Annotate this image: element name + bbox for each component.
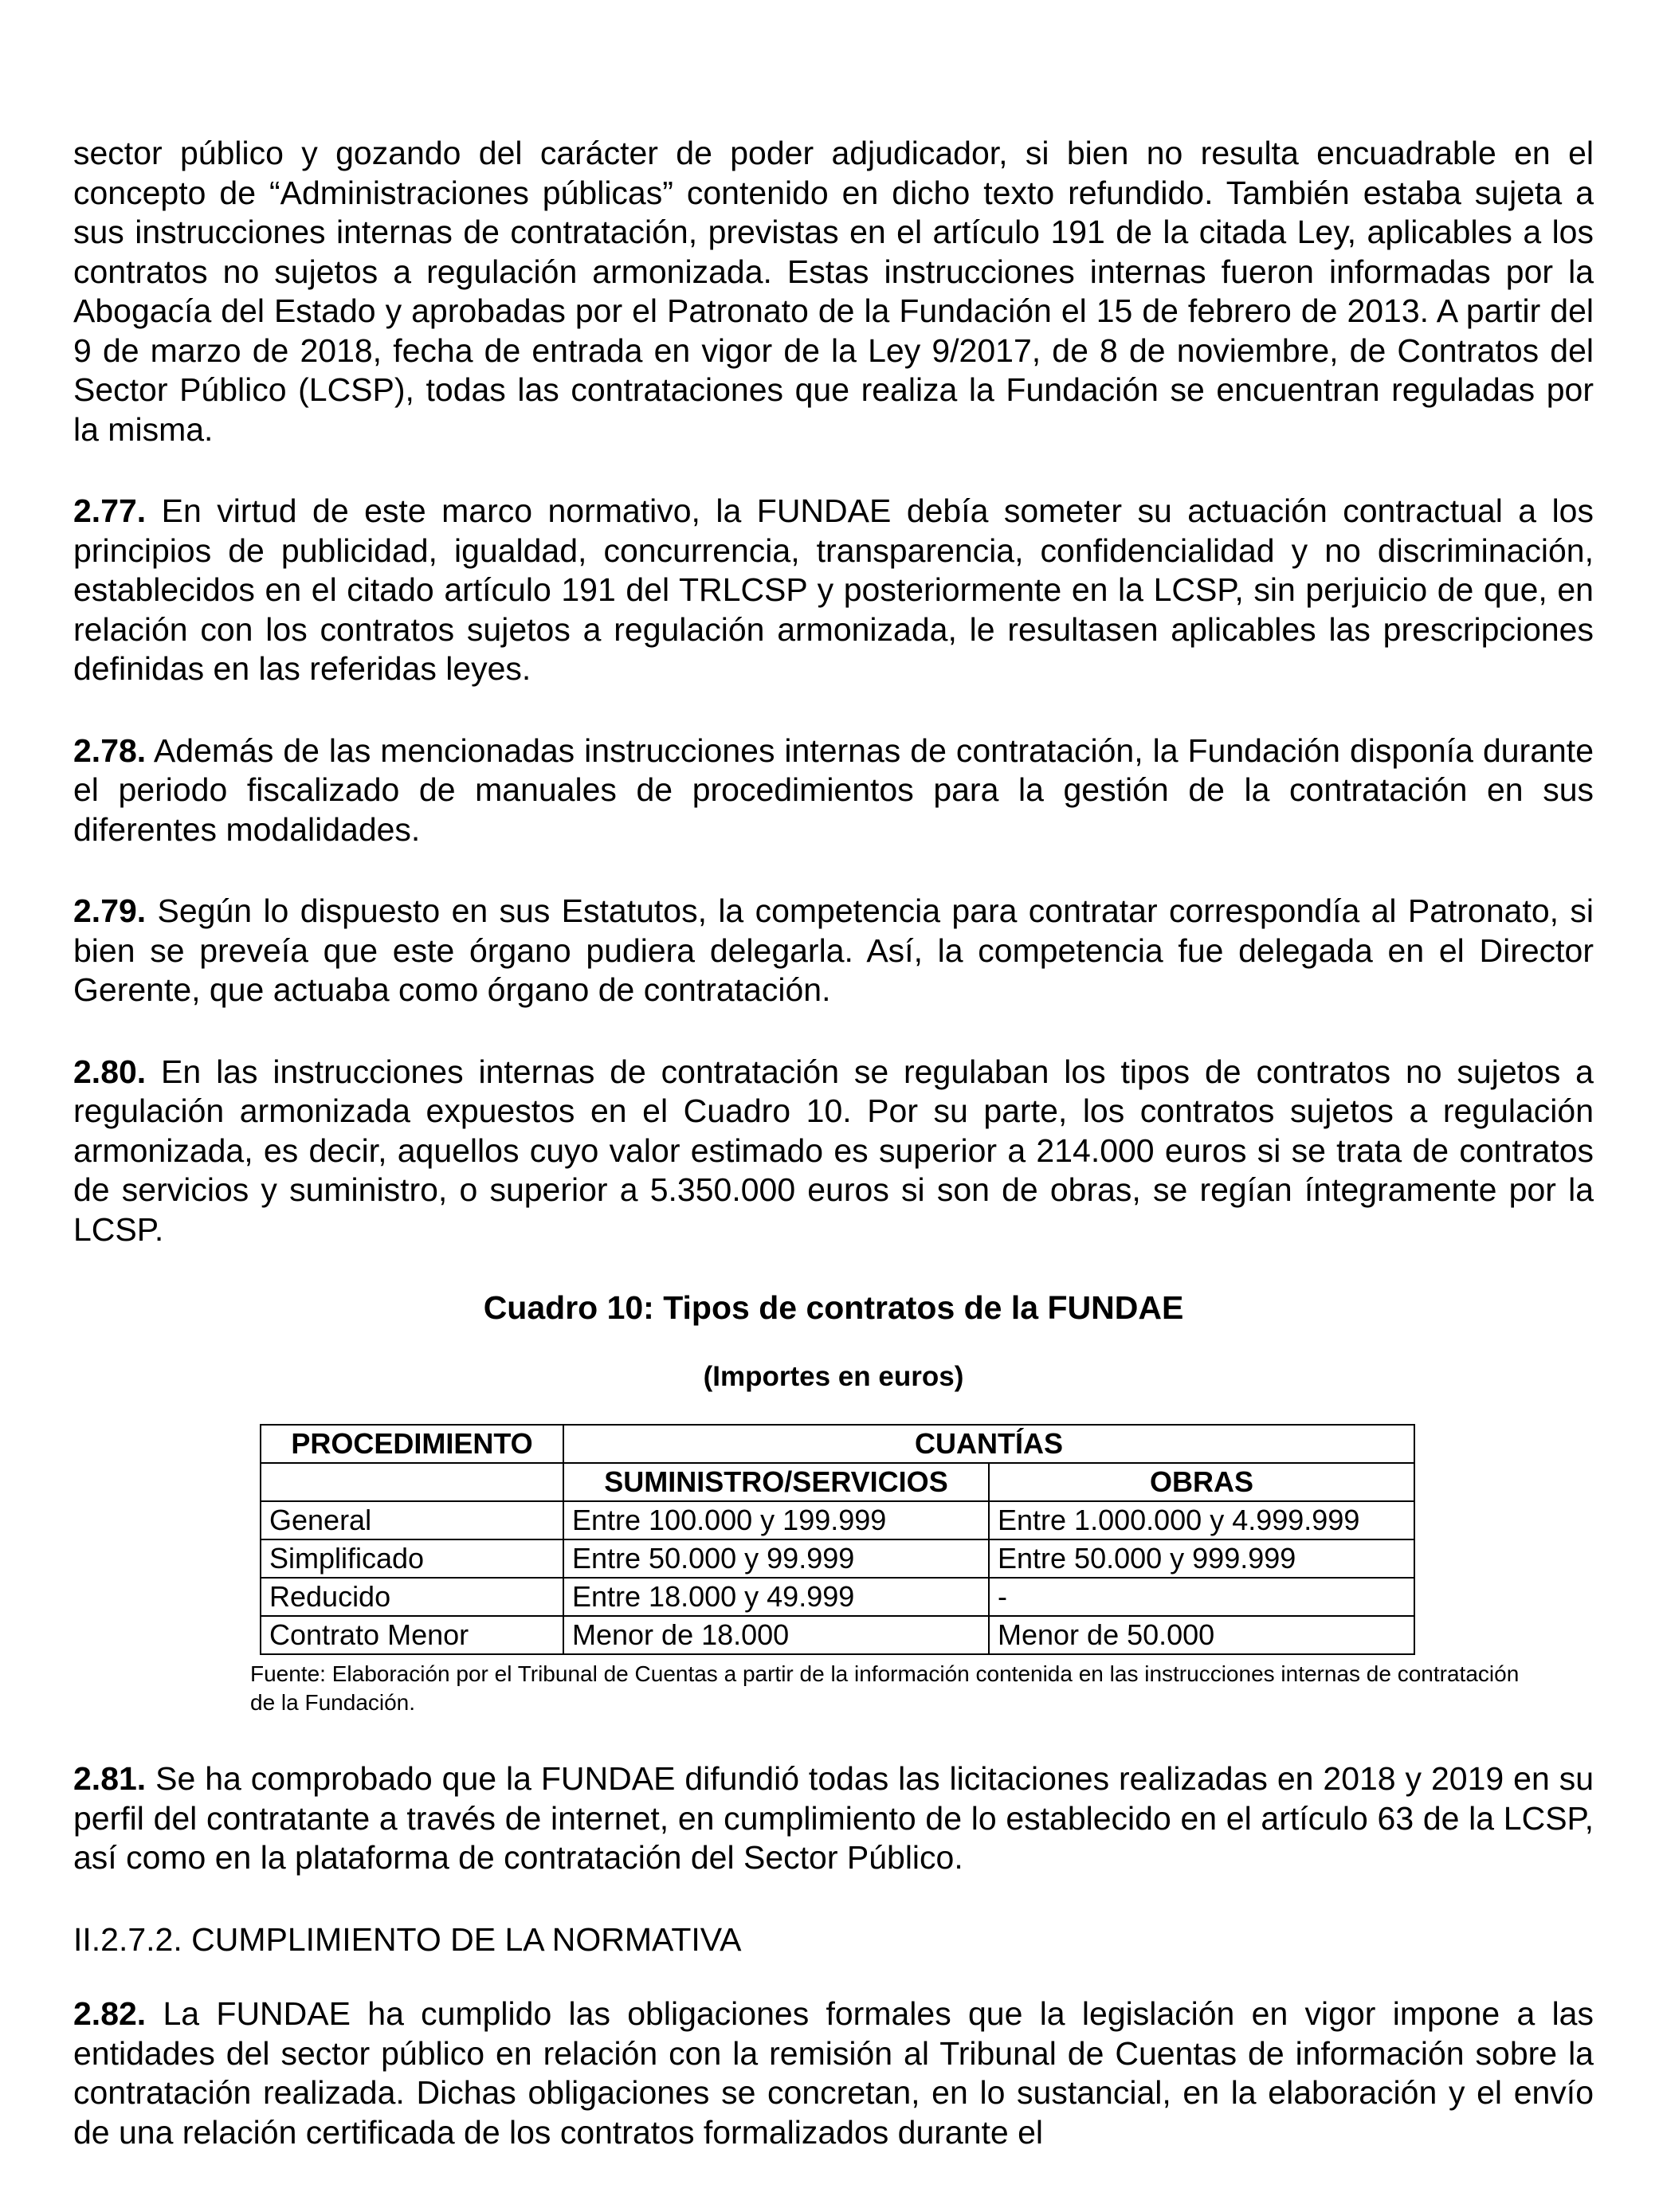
section-title: II.2.7.2. CUMPLIMIENTO DE LA NORMATIVA [73, 1920, 742, 1958]
contract-types-table [260, 1424, 1415, 1655]
cell-procedimiento: Reducido [261, 1578, 563, 1616]
paragraph-number: 2.82. [73, 1995, 147, 2032]
paragraph-number: 2.77. [73, 492, 147, 529]
paragraph-text: Además de las mencionadas instrucciones internas de contratación, la Fundación disponía durante el periodo fiscalizado de manuales de procedimientos para la gestión de la contratación en sus diferentes modalidades. [73, 731, 1594, 848]
paragraph-number: 2.81. [73, 1760, 147, 1797]
cell-suministro: Entre 100.000 y 199.999 [563, 1501, 989, 1539]
paragraph-text: La FUNDAE ha cumplido las obligaciones formales que la legislación en vigor impone a las entidades del sector público en relación con la remisión al Tribunal de Cuentas de información sobre la contratación realizada. Dichas obligaciones se concretan, en lo sustancial, en la elaboración y el envío de una relación certificada de los contratos formalizados durante el [73, 1995, 1594, 2151]
table-subheader-row [261, 1463, 1414, 1501]
header-suministro: SUMINISTRO/SERVICIOS [563, 1463, 989, 1501]
paragraph-2-77 [73, 492, 1594, 689]
cell-procedimiento: General [261, 1501, 563, 1539]
paragraph-number: 2.79. [73, 892, 147, 929]
paragraph-text: sector público y gozando del carácter de poder adjudicador, si bien no resulta encuadrable en el concepto de “Administraciones públicas” contenido en dicho texto refundido. También estaba sujeta a sus instrucciones internas de contratación, previstas en el artículo 191 de la citada Ley, aplicables a los contratos no sujetos a regulación armonizada. Estas instrucciones internas fueron informadas por la Abogacía del Estado y aprobadas por el Patronato de la Fundación el 15 de febrero de 2013. A partir del 9 de marzo de 2018, fecha de entrada en vigor de la Ley 9/2017, de 8 de noviembre, de Contratos del Sector Público (LCSP), todas las contrataciones que realiza la Fundación se encuentran reguladas por la misma. [73, 135, 1594, 448]
paragraph-2-82 [73, 1994, 1594, 2152]
table-source-note: Fuente: Elaboración por el Tribunal de Cuentas a partir de la información contenida en las instrucciones internas de contratación de la Fundación. [250, 1661, 1520, 1715]
paragraph-number: 2.80. [73, 1053, 147, 1090]
paragraph-2-81 [73, 1759, 1594, 1878]
table-row [261, 1539, 1414, 1578]
cell-obras: - [989, 1578, 1414, 1616]
paragraph-text: En virtud de este marco normativo, la FUNDAE debía someter su actuación contractual a los principios de publicidad, igualdad, concurrencia, transparencia, confidencialidad y no discriminación, establecidos en el citado artículo 191 del TRLCSP y posteriormente en la LCSP, sin perjuicio de que, en relación con los contratos sujetos a regulación armonizada, le resultasen aplicables las prescripciones definidas en las referidas leyes. [73, 492, 1594, 687]
paragraph-text: Se ha comprobado que la FUNDAE difundió todas las licitaciones realizadas en 2018 y 2019 en su perfil del contratante a través de internet, en cumplimiento de lo establecido en el artículo 63 de la LCSP, así como en la plataforma de contratación del Sector Público. [73, 1760, 1594, 1876]
paragraph-text: Según lo dispuesto en sus Estatutos, la competencia para contratar correspondía al Patronato, si bien se preveía que este órgano pudiera delegarla. Así, la competencia fue delegada en el Director Gerente, que actuaba como órgano de contratación. [73, 892, 1594, 1008]
table-subtitle: (Importes en euros) [703, 1361, 964, 1392]
paragraph-2-78 [73, 731, 1594, 850]
table-row [261, 1501, 1414, 1539]
table-title: Cuadro 10: Tipos de contratos de la FUNDAE [483, 1289, 1184, 1326]
paragraph-2-80 [73, 1053, 1594, 1250]
header-cuantias: CUANTÍAS [563, 1425, 1414, 1463]
table-row [261, 1616, 1414, 1654]
cell-obras: Menor de 50.000 [989, 1616, 1414, 1654]
table-container [260, 1424, 1594, 1655]
header-obras: OBRAS [989, 1463, 1414, 1501]
paragraph-continuation [73, 134, 1594, 449]
cell-obras: Entre 50.000 y 999.999 [989, 1539, 1414, 1578]
table-header-row [261, 1425, 1414, 1463]
cell-suministro: Menor de 18.000 [563, 1616, 989, 1654]
cell-obras: Entre 1.000.000 y 4.999.999 [989, 1501, 1414, 1539]
cell-procedimiento: Simplificado [261, 1539, 563, 1578]
paragraph-number: 2.78. [73, 731, 147, 769]
table-row [261, 1578, 1414, 1616]
header-procedimiento: PROCEDIMIENTO [261, 1425, 563, 1463]
document-page [73, 134, 1594, 2152]
cell-suministro: Entre 18.000 y 49.999 [563, 1578, 989, 1616]
header-empty [261, 1463, 563, 1501]
paragraph-2-79 [73, 892, 1594, 1010]
cell-procedimiento: Contrato Menor [261, 1616, 563, 1654]
paragraph-text: En las instrucciones internas de contratación se regulaban los tipos de contratos no sujetos a regulación armonizada expuestos en el Cuadro 10. Por su parte, los contratos sujetos a regulación armonizada, es decir, aquellos cuyo valor estimado es superior a 214.000 euros si se trata de contratos de servicios y suministro, o superior a 5.350.000 euros si son de obras, se regían íntegramente por la LCSP. [73, 1053, 1594, 1248]
cell-suministro: Entre 50.000 y 99.999 [563, 1539, 989, 1578]
